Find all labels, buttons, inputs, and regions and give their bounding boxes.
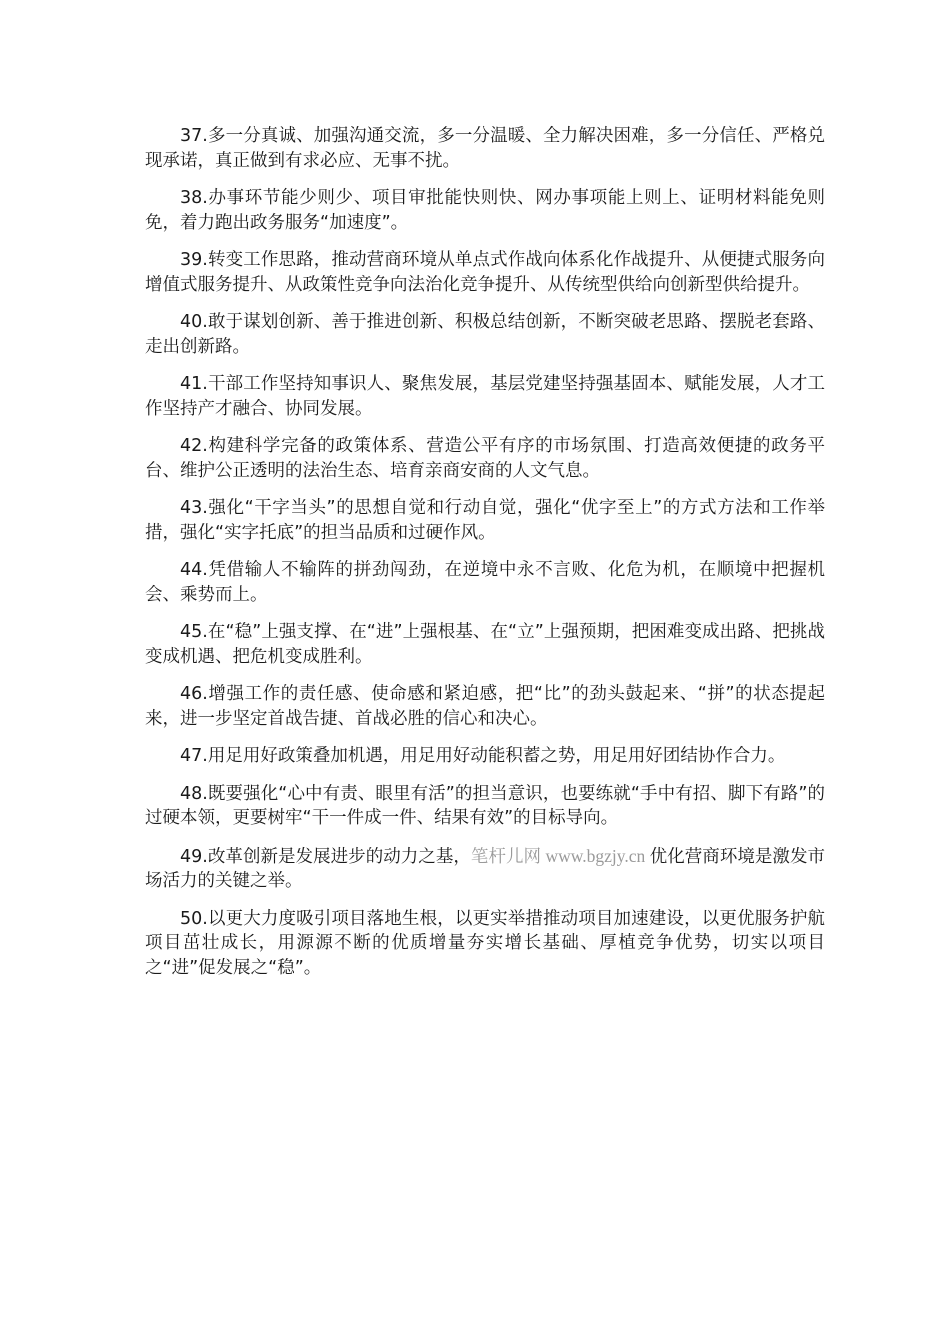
paragraph-46: 46.增强工作的责任感、使命感和紧迫感，把“比”的劲头鼓起来、“拼”的状态提起来，进一步坚定首战告捷、首战必胜的信心和决心。 (145, 684, 825, 729)
watermark-url: www.bgzjy.cn (541, 845, 650, 866)
paragraph-49-text-after: 优化营商环境是激发市场活力的关键之举。 (145, 846, 825, 891)
paragraph-38: 38.办事环节能少则少、项目审批能快则快、网办事项能上则上、证明材料能免则免，着力跑出政务服务“加速度”。 (145, 188, 825, 233)
paragraph-45: 45.在“稳”上强支撑、在“进”上强根基、在“立”上强预期，把困难变成出路、把挑战变成机遇、把危机变成胜利。 (145, 622, 825, 667)
paragraph-50: 50.以更大力度吸引项目落地生根，以更实举措推动项目加速建设，以更优服务护航项目茁壮成长，用源源不断的优质增量夯实增长基础、厚植竞争优势，切实以项目之“进”促发展之“稳”。 (145, 908, 825, 978)
paragraph-44: 44.凭借输人不输阵的拼劲闯劲，在逆境中永不言败、化危为机，在顺境中把握机会、乘势而上。 (145, 560, 825, 605)
paragraph-40: 40.敢于谋划创新、善于推进创新、积极总结创新，不断突破老思路、摆脱老套路、走出创新路。 (145, 312, 825, 357)
document-body (145, 124, 825, 993)
paragraph-49-text-before: 49.改革创新是发展进步的动力之基， (180, 846, 471, 867)
paragraph-37: 37.多一分真诚、加强沟通交流，多一分温暖、全力解决困难，多一分信任、严格兑现承诺，真正做到有求必应、无事不扰。 (145, 126, 825, 171)
paragraph-43: 43.强化“干字当头”的思想自觉和行动自觉，强化“优字至上”的方式方法和工作举措，强化“实字托底”的担当品质和过硬作风。 (145, 498, 825, 543)
paragraph-47: 47.用足用好政策叠加机遇，用足用好动能积蓄之势，用足用好团结协作合力。 (180, 746, 786, 766)
paragraph-49 (145, 844, 825, 894)
watermark-site-name: 笔杆儿网 (470, 846, 542, 867)
paragraph-39: 39.转变工作思路，推动营商环境从单点式作战向体系化作战提升、从便捷式服务向增值式服务提升、从政策性竞争向法治化竞争提升、从传统型供给向创新型供给提升。 (145, 250, 825, 295)
paragraph-41: 41.干部工作坚持知事识人、聚焦发展，基层党建坚持强基固本、赋能发展，人才工作坚持产才融合、协同发展。 (145, 374, 825, 419)
paragraph-42: 42.构建科学完备的政策体系、营造公平有序的市场氛围、打造高效便捷的政务平台、维护公正透明的法治生态、培育亲商安商的人文气息。 (145, 436, 825, 481)
paragraph-48: 48.既要强化“心中有责、眼里有活”的担当意识，也要练就“手中有招、脚下有路”的过硬本领，更要树牢“干一件成一件、结果有效”的目标导向。 (145, 783, 825, 828)
